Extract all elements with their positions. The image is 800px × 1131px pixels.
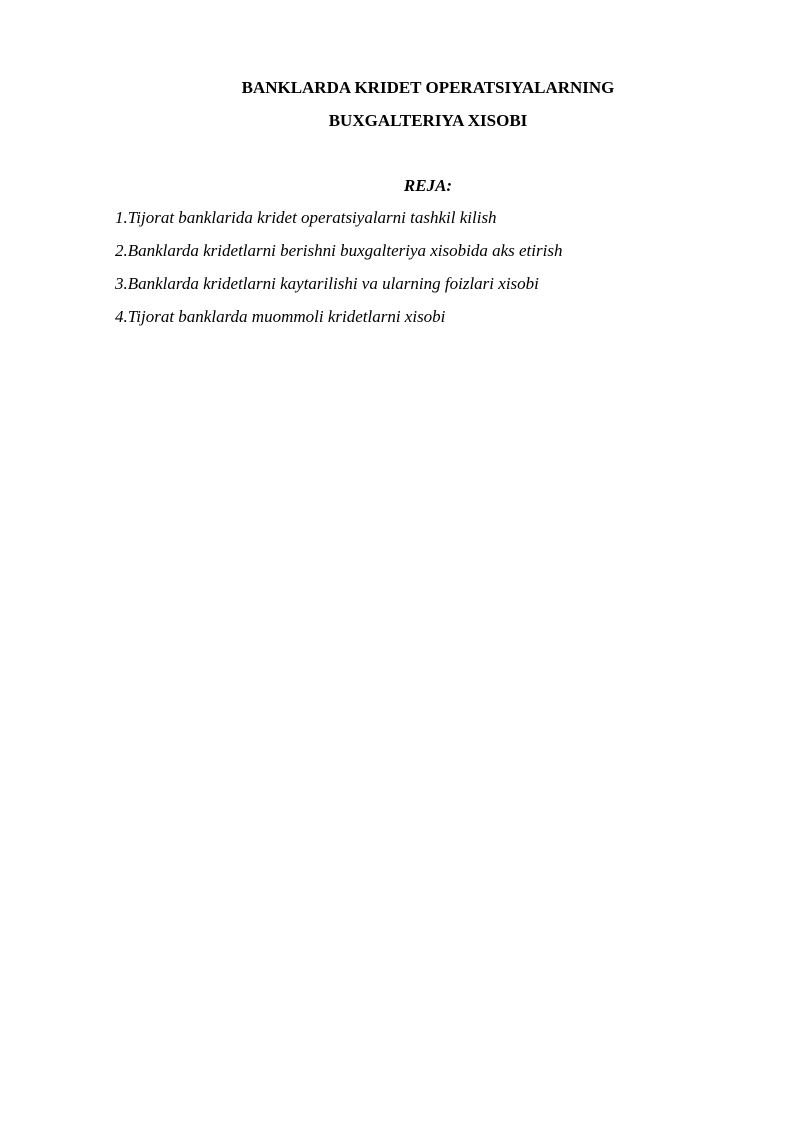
plan-item-2: 2.Banklarda kridetlarni berishni buxgalteriya xisobida aks etirish [115,241,563,260]
plan-list [115,208,562,340]
plan-heading: REJA: [403,176,453,195]
document-title-line-2: BUXGALTERIYA XISOBI [328,111,528,130]
plan-item-1: 1.Tijorat banklarida kridet operatsiyalarni tashkil kilish [115,208,497,227]
document-title-line-1: BANKLARDA KRIDET OPERATSIYALARNING [241,78,615,97]
plan-item-3: 3.Banklarda kridetlarni kaytarilishi va ularning foizlari xisobi [115,274,539,293]
plan-item-4: 4.Tijorat banklarda muommoli kridetlarni xisobi [115,307,446,326]
